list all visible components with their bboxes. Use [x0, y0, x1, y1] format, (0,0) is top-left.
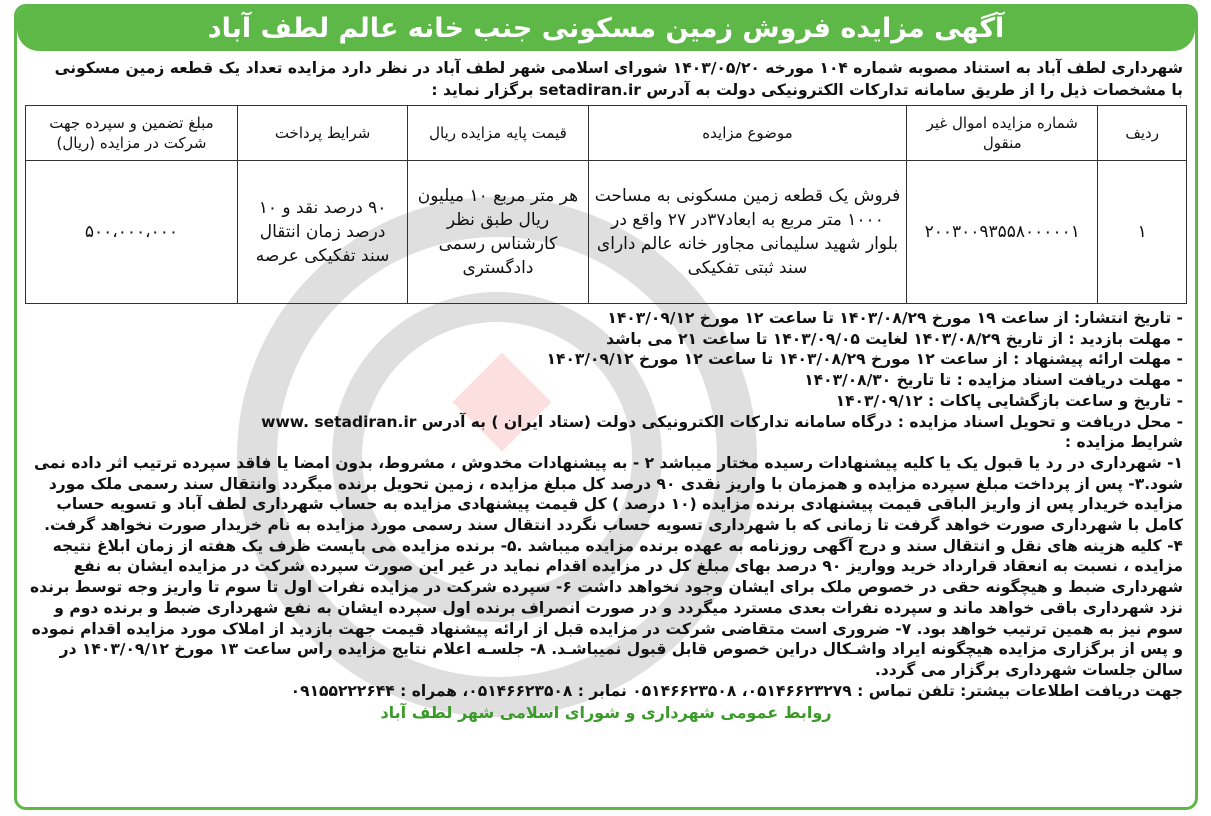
header-payment: شرایط پرداخت [237, 106, 407, 161]
header-auction-no: شماره مزایده اموال غیر منقول [907, 106, 1098, 161]
documents-location: - محل دریافت و تحویل اسناد مزایده : درگاه سامانه تدارکات الکترونیکی دولت (ستاد ایران ) به آدرس www. setadiran.ir [261, 412, 1183, 431]
cell-auction-no: ۲۰۰۳۰۰۹۳۵۵۸۰۰۰۰۰۱ [907, 161, 1098, 304]
intro-text [17, 57, 1195, 101]
table-row [26, 161, 1187, 304]
cell-base-price: هر متر مربع ۱۰ میلیون ریال طبق نظر کارشناس رسمی دادگستری [408, 161, 589, 304]
visit-deadline: - مهلت بازدید : از تاریخ ۱۴۰۳/۰۸/۲۹ لغایت ۱۴۰۳/۰۹/۰۵ تا ساعت ۲۱ می باشد [606, 329, 1183, 348]
page-title: آگهی مزایده فروش زمین مسکونی جنب خانه عالم لطف آباد [17, 7, 1195, 51]
cell-payment: ۹۰ درصد نقد و ۱۰ درصد زمان انتقال سند تفکیکی عرصه [237, 161, 407, 304]
intro-line-1: شهرداری لطف آباد به استناد مصوبه شماره ۱۰۴ مورخه ۱۴۰۳/۰۵/۲۰ شورای اسلامی شهر لطف آباد در نظر دارد مزایده تعداد یک قطعه زمین مسکونی [54, 59, 1183, 77]
auction-table [25, 105, 1187, 304]
header-deposit: مبلغ تضمین و سپرده جهت شرکت در مزایده (ریال) [26, 106, 238, 161]
offer-deadline: - مهلت ارائه پیشنهاد : از ساعت ۱۲ مورخ ۱۴۰۳/۰۸/۲۹ تا ساعت ۱۲ مورخ ۱۴۰۳/۰۹/۱۲ [546, 350, 1183, 369]
header-subject: موضوع مزایده [588, 106, 906, 161]
conditions-text: ۱- شهرداری در رد یا قبول یک یا کلیه پیشنهادات رسیده مختار میباشد ۲ - به پیشنهادات مخدوش ، مشروط، بدون امضا یا فاقد سپرده ترتیب اثر داده نمی شود.۳- پس از پرداخت مبلغ سپرده مزایده و همزمان با واریز نقدی ۹۰ درصد کل مبلغ مزایده ، زمین تحویل برنده میگردد وانتقال سند رسمی ملک مورد مزایده خریدار پس از واریز الباقی قیمت پیشنهادی برنده مزایده (۱۰ درصد ) کل قیمت پیشنهادی مزایده به حساب شهرداری لطف آباد و تسویه حساب کامل با شهرداری صورت خواهد گرفت تا زمانی که با شهرداری تسویه حساب نگردد انتقال سند رسمی مورد مزایده به نام خریدار صورت نخواهد گرفت. ۴- کلیه هزینه های نقل و انتقال سند و درج آگهی روزنامه به عهده برنده مزایده میباشد .۵- برنده مزایده می بایست ظرف یک هفته از زمان ابلاغ نتیجه مزایده ، نسبت به انعقاد قرارداد خرید وواریز ۹۰ درصد بهای مبلغ کل در مزایده اقدام نماید در غیر این صورت سپرده شرکت در مزایده ایشان به نفع شهرداری ضبط و هیچگونه حقی در خصوص ملک برای ایشان وجود نخواهد داشت ۶- سپرده شرکت در مزایده نفرات اول تا سوم تا واریز وجه توسط برنده نزد شهرداری باقی خواهد ماند و سپرده نفرات بعدی مسترد میگردد و در صورت انصراف برنده اول سپرده ایشان به نفع شهرداری ضبط و برنده دوم و سوم نیز به همین ترتیب خواهد بود. ۷- ضروری است متقاضی شرکت در مزایده قبل از ارائه پیشنهاد قیمت جهت بازدید از املاک مورد مزایده اقدام نموده و پس از برگزاری مزایده هیچگونه ایراد واشـکال دراین خصوص قابل قبول نمیباشـد. ۸- جلسـه اعلام نتایج مزایده راس ساعت ۱۳ مورخ ۱۴۰۳/۰۹/۱۲ در سالن جلسات شهرداری برگزار می گردد. [30, 453, 1183, 679]
conditions-title: شرایط مزایده : [1064, 433, 1183, 452]
header-row-no: ردیف [1098, 106, 1187, 161]
opening-date: - تاریخ و ساعت بازگشایی پاکات : ۱۴۰۳/۰۹/۱۲ [835, 391, 1183, 410]
advertisement-frame [14, 4, 1198, 810]
cell-subject: فروش یک قطعه زمین مسکونی به مساحت ۱۰۰۰ متر مربع به ابعاد۳۷در ۲۷ واقع در بلوار شهید سلیمانی مجاور خانه عالم دارای سند ثبتی تفکیکی [588, 161, 906, 304]
cell-row-no: ۱ [1098, 161, 1187, 304]
intro-line-2: با مشخصات ذیل را از طریق سامانه تدارکات الکترونیکی دولت به آدرس setadiran.ir برگزار نماید : [431, 81, 1183, 99]
contact-info: جهت دریافت اطلاعات بیشتر: تلفن تماس : ۰۵۱۴۶۶۲۳۲۷۹، ۰۵۱۴۶۶۲۳۵۰۸ نمابر : ۰۵۱۴۶۶۲۳۵۰۸، همراه : ۰۹۱۵۵۲۲۲۶۴۴ [290, 681, 1183, 700]
table-header-row [26, 106, 1187, 161]
advertisement-content [17, 57, 1195, 724]
footer-signature: روابط عمومی شهرداری و شورای اسلامی شهر لطف آباد [380, 703, 832, 723]
publish-date: - تاریخ انتشار: از ساعت ۱۹ مورخ ۱۴۰۳/۰۸/۲۹ تا ساعت ۱۲ مورخ ۱۴۰۳/۰۹/۱۲ [607, 309, 1183, 327]
documents-deadline: - مهلت دریافت اسناد مزایده : تا تاریخ ۱۴۰۳/۰۸/۳۰ [804, 371, 1183, 390]
header-base-price: قیمت پایه مزایده ریال [408, 106, 589, 161]
auction-details [17, 304, 1195, 724]
cell-deposit: ۵۰۰،۰۰۰،۰۰۰ [26, 161, 238, 304]
